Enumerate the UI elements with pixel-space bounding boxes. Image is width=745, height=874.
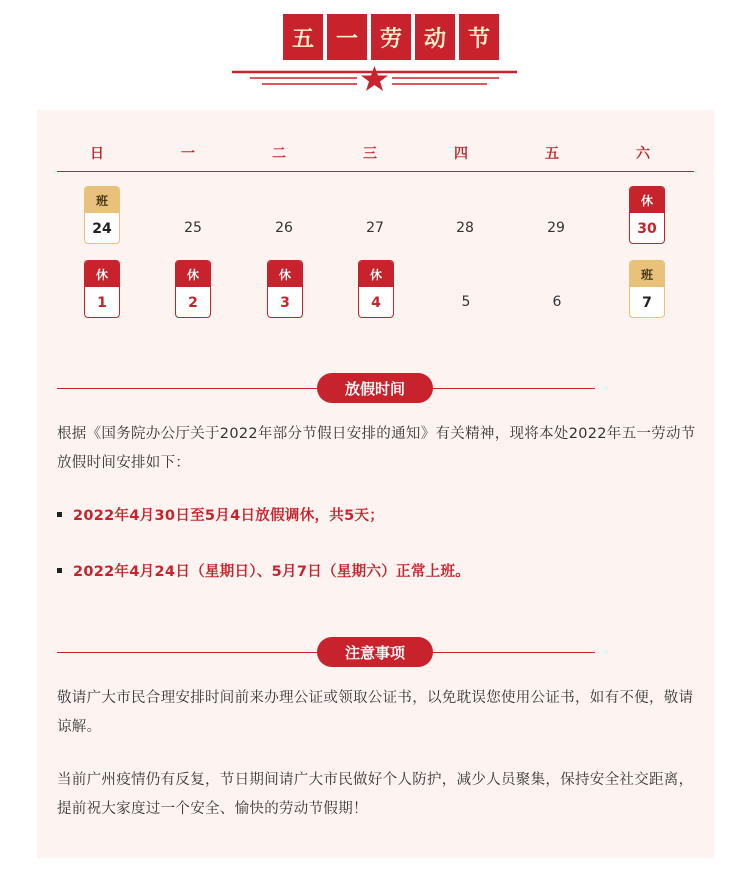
day-tag: 休 (630, 187, 664, 213)
title-char: 劳 (371, 14, 411, 60)
title-char: 五 (283, 14, 323, 60)
weekday-label: 五 (545, 146, 559, 162)
calendar-day-workday (629, 260, 665, 318)
weekday-label: 一 (181, 146, 195, 162)
day-number: 2 (188, 295, 198, 311)
day-number: 30 (637, 221, 657, 237)
day-number: 24 (92, 221, 112, 237)
title-char: 一 (327, 14, 367, 60)
notice-paragraph-1: 敬请广大市民合理安排时间前来办理公证或领取公证书，以免耽误您使用公证书，如有不便，敬请谅解。 (57, 690, 694, 735)
section-heading-holiday: 放假时间 (317, 373, 433, 403)
bullet-marker (57, 568, 62, 573)
calendar-header-divider (57, 171, 694, 172)
notice-paragraph-2: 当前广州疫情仍有反复，节日期间请广大市民做好个人防护，减少人员聚集，保持安全社交距离，提前祝大家度过一个安全、愉快的劳动节假期！ (57, 772, 694, 817)
day-tag: 休 (268, 261, 302, 287)
calendar-day-holiday (358, 260, 394, 318)
calendar-weekday-header (57, 143, 694, 163)
day-number: 3 (280, 295, 290, 311)
weekday-label: 四 (454, 146, 468, 162)
section-heading-notice: 注意事项 (317, 637, 433, 667)
day-tag: 班 (630, 261, 664, 287)
calendar-day: 6 (552, 294, 562, 310)
weekday-label: 二 (272, 146, 286, 162)
day-number: 4 (371, 295, 381, 311)
day-number: 7 (642, 295, 652, 311)
star-icon (361, 66, 388, 91)
page-title (283, 14, 499, 60)
bullet-text: 2022年4月30日至5月4日放假调休，共5天； (73, 508, 385, 524)
calendar-day-holiday (267, 260, 303, 318)
day-tag: 休 (359, 261, 393, 287)
day-tag: 休 (85, 261, 119, 287)
calendar-day: 5 (461, 294, 471, 310)
weekday-label: 六 (636, 146, 650, 162)
calendar-day-holiday (629, 186, 665, 244)
bullet-text: 2022年4月24日（星期日）、5月7日（星期六）正常上班。 (73, 564, 471, 580)
calendar-day: 28 (456, 220, 474, 236)
day-tag: 休 (176, 261, 210, 287)
bullet-item (57, 504, 697, 525)
title-char: 节 (459, 14, 499, 60)
bullet-marker (57, 512, 62, 517)
day-tag: 班 (85, 187, 119, 213)
bullet-item (57, 560, 697, 581)
day-number: 1 (97, 295, 107, 311)
weekday-label: 三 (363, 146, 377, 162)
calendar-day: 26 (275, 220, 293, 236)
calendar-day: 25 (184, 220, 202, 236)
calendar-day: 27 (366, 220, 384, 236)
calendar-day-holiday (84, 260, 120, 318)
calendar-day-holiday (175, 260, 211, 318)
weekday-label: 日 (90, 146, 104, 162)
star-divider-decoration (232, 64, 517, 94)
holiday-intro-text: 根据《国务院办公厅关于2022年部分节假日安排的通知》有关精神，现将本处2022年五一劳动节放假时间安排如下： (57, 426, 696, 471)
calendar-day-workday (84, 186, 120, 244)
calendar-day: 29 (547, 220, 565, 236)
title-char: 动 (415, 14, 455, 60)
